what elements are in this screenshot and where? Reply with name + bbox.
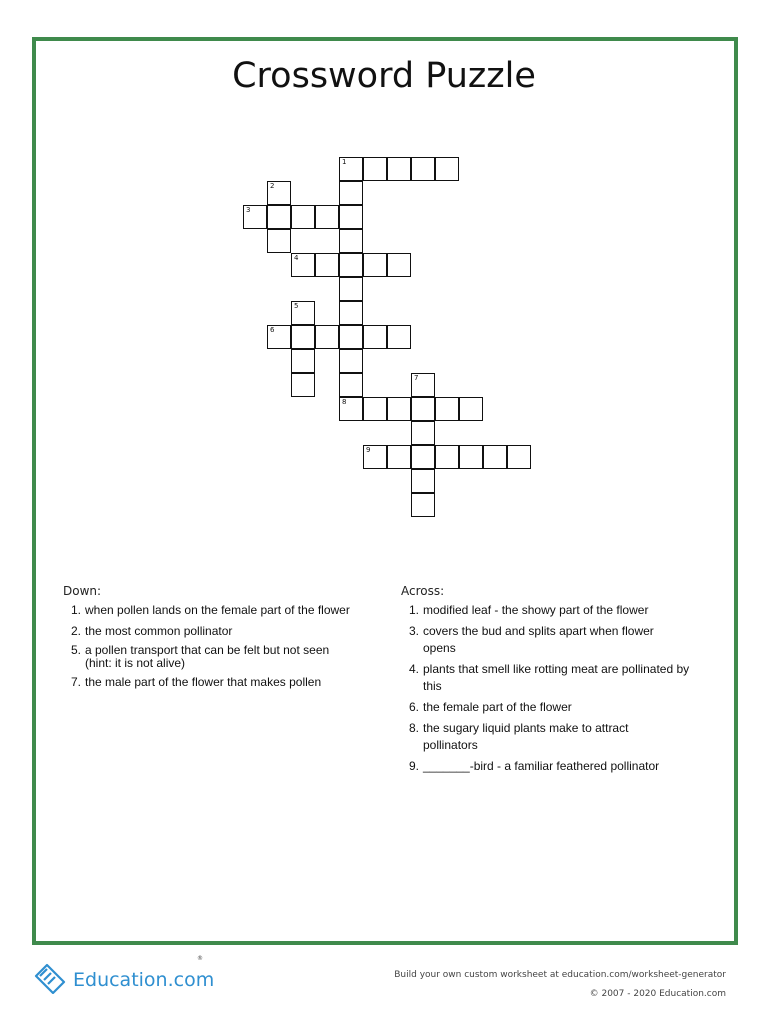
clue-number: 7. [70, 675, 81, 689]
grid-cell[interactable] [411, 445, 435, 469]
grid-cell[interactable] [363, 253, 387, 277]
grid-cell[interactable] [435, 157, 459, 181]
grid-cell[interactable] [339, 301, 363, 325]
grid-cell[interactable] [291, 205, 315, 229]
grid-cell[interactable] [291, 373, 315, 397]
grid-cell[interactable] [339, 325, 363, 349]
grid-cell[interactable] [387, 445, 411, 469]
clue-across-9 [401, 758, 701, 775]
down-clues [63, 584, 373, 695]
grid-cell[interactable] [411, 493, 435, 517]
grid-cell[interactable] [411, 421, 435, 445]
grid-cell[interactable] [267, 181, 291, 205]
across-heading: Across: [401, 584, 445, 598]
clue-number: 1. [70, 603, 81, 617]
clue-number: 8. [408, 721, 419, 735]
grid-cell[interactable] [315, 205, 339, 229]
clue-down-7 [63, 674, 373, 691]
grid-cell[interactable] [411, 373, 435, 397]
grid-cell[interactable] [435, 397, 459, 421]
grid-cell[interactable] [339, 229, 363, 253]
grid-cell[interactable] [339, 349, 363, 373]
grid-cell[interactable] [387, 397, 411, 421]
clue-number: 3. [408, 624, 419, 638]
footer-generator-note: Build your own custom worksheet at education.com/worksheet-generator [394, 970, 726, 980]
clue-text: modified leaf - the showy part of the flower [423, 603, 649, 617]
clue-text: plants that smell like rotting meat are pollinated by this [423, 662, 690, 693]
clue-number: 2. [70, 624, 81, 638]
grid-cell[interactable] [315, 325, 339, 349]
cell-number: 2 [270, 182, 275, 190]
clue-number: 5. [70, 643, 81, 657]
grid-cell[interactable] [339, 205, 363, 229]
grid-cell[interactable] [363, 325, 387, 349]
clue-text: covers the bud and splits apart when flower opens [423, 624, 654, 655]
brand-name: Education.com [73, 969, 215, 991]
cell-number: 6 [270, 326, 275, 334]
clue-across-8 [401, 720, 663, 754]
clue-down-5 [63, 644, 355, 670]
grid-cell[interactable] [459, 397, 483, 421]
cell-number: 8 [342, 398, 347, 406]
grid-cell[interactable] [291, 325, 315, 349]
grid-cell[interactable] [267, 229, 291, 253]
grid-cell[interactable] [339, 373, 363, 397]
grid-cell[interactable] [315, 253, 339, 277]
cell-number: 4 [294, 254, 299, 262]
cell-number: 7 [414, 374, 419, 382]
clue-number: 4. [408, 662, 419, 676]
cell-number: 9 [366, 446, 371, 454]
clue-text: the female part of the flower [423, 700, 572, 714]
grid-cell[interactable] [363, 445, 387, 469]
cell-number: 5 [294, 302, 299, 310]
grid-cell[interactable] [459, 445, 483, 469]
grid-cell[interactable] [339, 277, 363, 301]
clue-across-3 [401, 623, 683, 657]
grid-cell[interactable] [339, 397, 363, 421]
grid-cell[interactable] [339, 181, 363, 205]
grid-cell[interactable] [435, 445, 459, 469]
logo-icon [33, 962, 67, 998]
clue-text: the sugary liquid plants make to attract pollinators [423, 721, 629, 752]
clue-across-6 [401, 699, 701, 716]
clue-text: _______-bird - a familiar feathered pollinator [423, 759, 660, 773]
page-title: Crossword Puzzle [232, 56, 536, 96]
grid-cell[interactable] [363, 397, 387, 421]
grid-cell[interactable] [363, 157, 387, 181]
grid-cell[interactable] [291, 349, 315, 373]
grid-cell[interactable] [507, 445, 531, 469]
cell-number: 3 [246, 206, 251, 214]
grid-cell[interactable] [387, 253, 411, 277]
clue-across-4 [401, 661, 693, 695]
grid-cell[interactable] [483, 445, 507, 469]
grid-cell[interactable] [411, 397, 435, 421]
clue-number: 1. [408, 603, 419, 617]
grid-cell[interactable] [267, 205, 291, 229]
grid-cell[interactable] [267, 325, 291, 349]
grid-cell[interactable] [291, 301, 315, 325]
clue-number: 6. [408, 700, 419, 714]
registered-mark: ® [197, 955, 203, 962]
grid-cell[interactable] [411, 157, 435, 181]
down-heading: Down: [63, 584, 102, 598]
clue-text: the male part of the flower that makes pollen [85, 675, 322, 689]
cell-number: 1 [342, 158, 347, 166]
clue-down-1 [63, 602, 373, 619]
grid-cell[interactable] [387, 157, 411, 181]
across-clues [401, 584, 701, 779]
clue-down-2 [63, 623, 373, 640]
grid-cell[interactable] [387, 325, 411, 349]
clue-across-1 [401, 602, 701, 619]
footer-copyright: © 2007 - 2020 Education.com [589, 989, 726, 999]
clue-number: 9. [408, 759, 419, 773]
clue-text: the most common pollinator [85, 624, 233, 638]
grid-cell[interactable] [411, 469, 435, 493]
grid-cell[interactable] [339, 253, 363, 277]
grid-cell[interactable] [291, 253, 315, 277]
education-logo[interactable] [33, 962, 214, 998]
clue-text: a pollen transport that can be felt but not seen (hint: it is not alive) [85, 643, 330, 670]
clue-text: when pollen lands on the female part of the flower [85, 603, 350, 617]
grid-cell[interactable] [243, 205, 267, 229]
grid-cell[interactable] [339, 157, 363, 181]
